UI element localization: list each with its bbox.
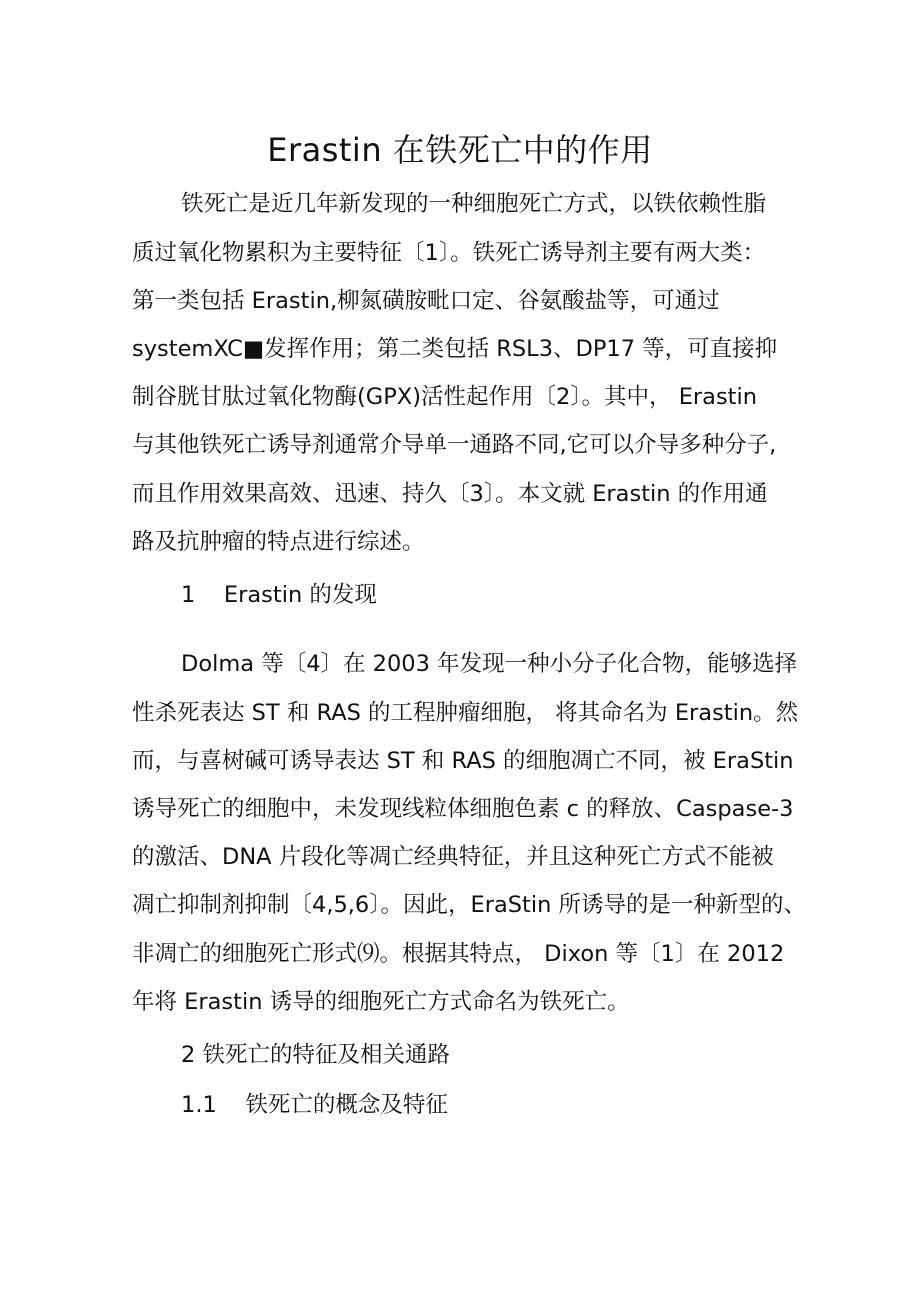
document-title: Erastin 在铁死亡中的作用 [267,131,653,169]
paragraph-line: 非凋亡的细胞死亡形式⑼。根据其特点， Dixon 等〔1〕在 2012 [132,941,785,967]
paragraph-line: 质过氧化物累积为主要特征〔1〕。铁死亡诱导剂主要有两大类： [132,240,766,266]
paragraph-line: systemXC■发挥作用；第二类包括 RSL3、DP17 等，可直接抑 [132,336,778,362]
paragraph-line: 性杀死表达 ST 和 RAS 的工程肿瘤细胞， 将其命名为 Erastin。然 [132,700,799,726]
paragraph-line: 诱导死亡的细胞中，未发现线粒体细胞色素 c 的释放、Caspase-3 [132,796,794,822]
paragraph-line: 第一类包括 Erastin,柳氮磺胺毗口定、谷氨酸盐等，可通过 [132,288,720,314]
section-heading: 1 Erastin 的发现 [181,582,377,608]
paragraph-line: 凋亡抑制剂抑制〔4,5,6〕。因此，EraStin 所诱导的是一种新型的、 [132,892,807,918]
paragraph-line: 年将 Erastin 诱导的细胞死亡方式命名为铁死亡。 [132,989,630,1015]
paragraph-line: 与其他铁死亡诱导剂通常介导单一通路不同,它可以介导多种分子, [132,432,777,458]
paragraph-line: 的激活、DNA 片段化等凋亡经典特征，并且这种死亡方式不能被 [132,844,774,870]
subsection-heading: 1.1 铁死亡的概念及特征 [181,1092,448,1118]
paragraph-line: Dolma 等〔4〕在 2003 年发现一种小分子化合物，能够选择 [181,651,798,677]
section-heading: 2 铁死亡的特征及相关通路 [181,1042,450,1068]
paragraph-line: 路及抗肿瘤的特点进行综述。 [132,529,425,555]
paragraph-line: 而，与喜树碱可诱导表达 ST 和 RAS 的细胞凋亡不同，被 EraStin [132,748,794,774]
paragraph-line: 而且作用效果高效、迅速、持久〔3〕。本文就 Erastin 的作用通 [132,481,768,507]
paragraph-line: 铁死亡是近几年新发现的一种细胞死亡方式，以铁依赖性脂 [181,191,767,217]
paragraph-line: 制谷胱甘肽过氧化物酶(GPX)活性起作用〔2〕。其中， Erastin [132,384,758,410]
